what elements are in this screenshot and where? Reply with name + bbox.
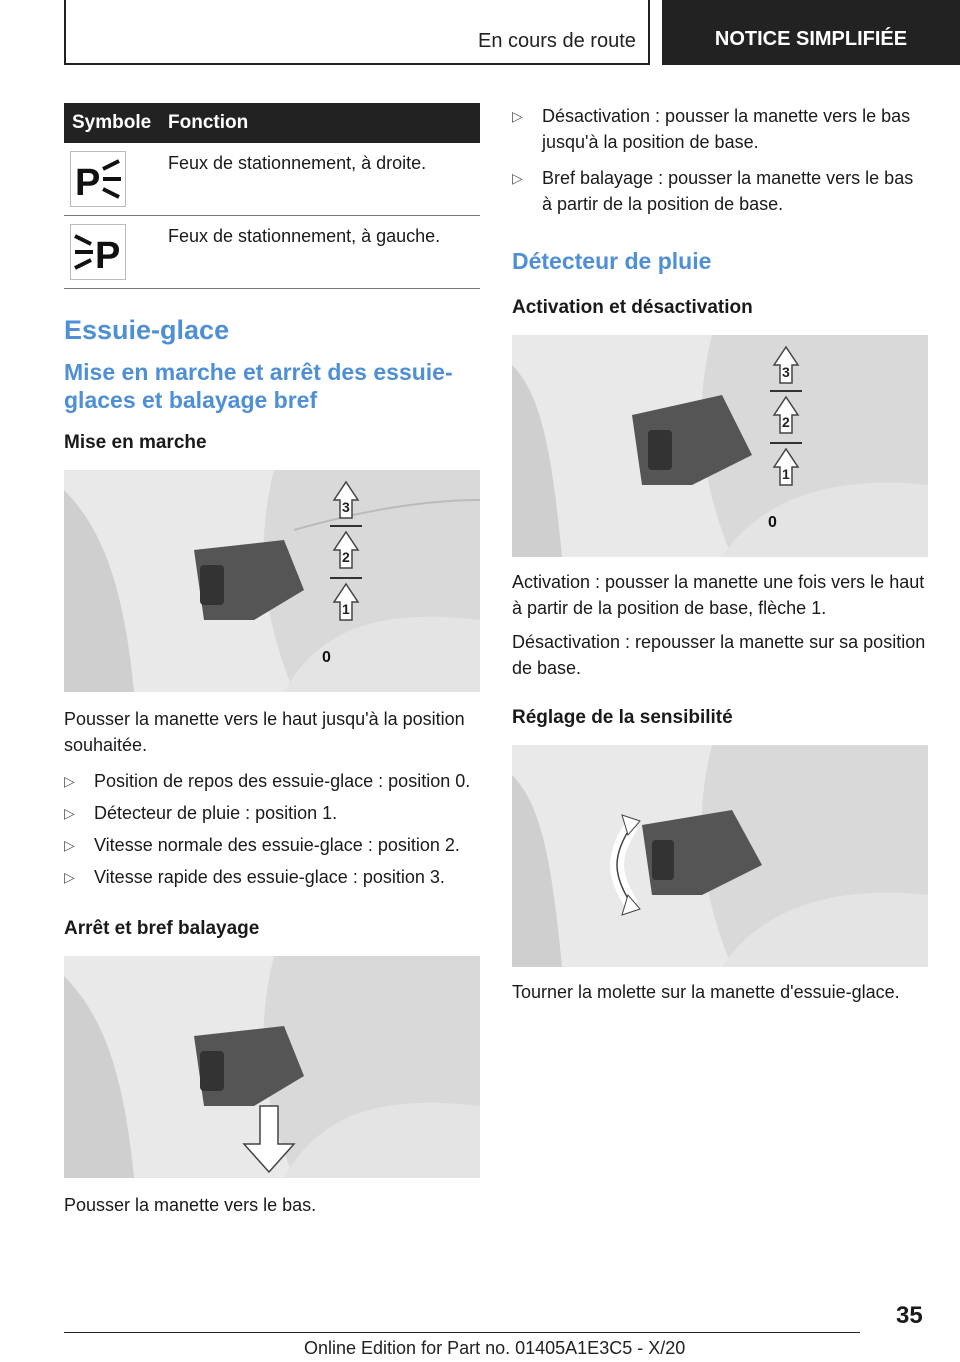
parking-light-right-icon — [70, 151, 126, 207]
table-cell-function: Feux de stationnement, à droite. — [160, 143, 480, 216]
header-tab[interactable]: NOTICE SIMPLIFIÉE — [662, 0, 960, 65]
heading-stop: Arrêt et bref balayage — [64, 918, 260, 939]
svg-text:2: 2 — [782, 414, 790, 430]
sensitivity-photo — [512, 745, 928, 967]
wiper-stalk-photo-on — [64, 470, 480, 692]
down-list — [512, 103, 928, 217]
list-item: ▷ Vitesse normale des essuie-glace : position 2. — [64, 832, 480, 858]
heading-on: Mise en marche — [64, 432, 207, 453]
list-item: ▷ Position de repos des essuie-glace : position 0. — [64, 768, 480, 794]
header-rule — [64, 63, 650, 65]
svg-text:3: 3 — [782, 364, 790, 380]
list-item: ▷ Désactivation : pousser la manette vers le bas jusqu'à la position de base. — [512, 103, 928, 155]
col-function-header: Fonction — [160, 103, 480, 143]
activation-text: Activation : pousser la manette une fois vers le haut à partir de la position de base, flèche 1. — [512, 572, 925, 618]
footer-rule — [64, 1332, 860, 1333]
table-cell-function: Feux de stationnement, à gauche. — [160, 216, 480, 289]
col-symbol-header: Symbole — [64, 103, 160, 143]
list-item: ▷ Bref balayage : pousser la manette vers le bas à partir de la position de base. — [512, 165, 928, 217]
img-label-1: 1 — [342, 601, 350, 617]
right-column — [512, 103, 928, 1005]
section-title-rain: Détecteur de pluie — [512, 248, 712, 274]
img-label-2: 2 — [342, 549, 350, 565]
triangle-bullet-icon: ▷ — [512, 108, 523, 124]
instruction-text-down: Pousser la manette vers le bas. — [64, 1195, 317, 1215]
heading-sensitivity: Réglage de la sensibilité — [512, 707, 733, 728]
img-label-3: 3 — [342, 499, 350, 515]
triangle-bullet-icon: ▷ — [64, 869, 75, 885]
triangle-bullet-icon: ▷ — [64, 773, 75, 789]
wiper-stalk-photo-down — [64, 956, 480, 1178]
header-border-right — [648, 0, 650, 65]
svg-text:1: 1 — [782, 466, 790, 482]
svg-text:0: 0 — [768, 514, 777, 531]
parking-light-left-icon — [70, 224, 126, 280]
section-title-wipers: Essuie-glace — [64, 315, 230, 345]
subsection-title: Mise en marche et arrêt des essuie-glaces et balayage bref — [64, 359, 453, 413]
sensitivity-text: Tourner la molette sur la manette d'essuie-glace. — [512, 982, 900, 1002]
triangle-bullet-icon: ▷ — [64, 805, 75, 821]
triangle-bullet-icon: ▷ — [64, 837, 75, 853]
left-column — [64, 103, 480, 1218]
rain-sensor-photo — [512, 335, 928, 557]
position-list — [64, 768, 480, 890]
triangle-bullet-icon: ▷ — [512, 170, 523, 186]
header-border-left — [64, 0, 66, 65]
header-section-title: En cours de route — [478, 30, 636, 52]
page-number: 35 — [896, 1302, 923, 1329]
instruction-text: Pousser la manette vers le haut jusqu'à la position souhaitée. — [64, 709, 465, 755]
svg-text:P: P — [75, 162, 101, 199]
symbol-table — [64, 103, 480, 289]
svg-text:P: P — [95, 235, 121, 272]
list-item: ▷ Détecteur de pluie : position 1. — [64, 800, 480, 826]
table-row — [64, 143, 480, 216]
deactivation-text: Désactivation : repousser la manette sur sa position de base. — [512, 632, 926, 678]
list-item: ▷ Vitesse rapide des essuie-glace : position 3. — [64, 864, 480, 890]
table-row — [64, 216, 480, 289]
heading-activation: Activation et désactivation — [512, 297, 753, 318]
img-label-0: 0 — [322, 649, 331, 666]
footer-edition: Online Edition for Part no. 01405A1E3C5 - X/20 — [304, 1338, 686, 1358]
